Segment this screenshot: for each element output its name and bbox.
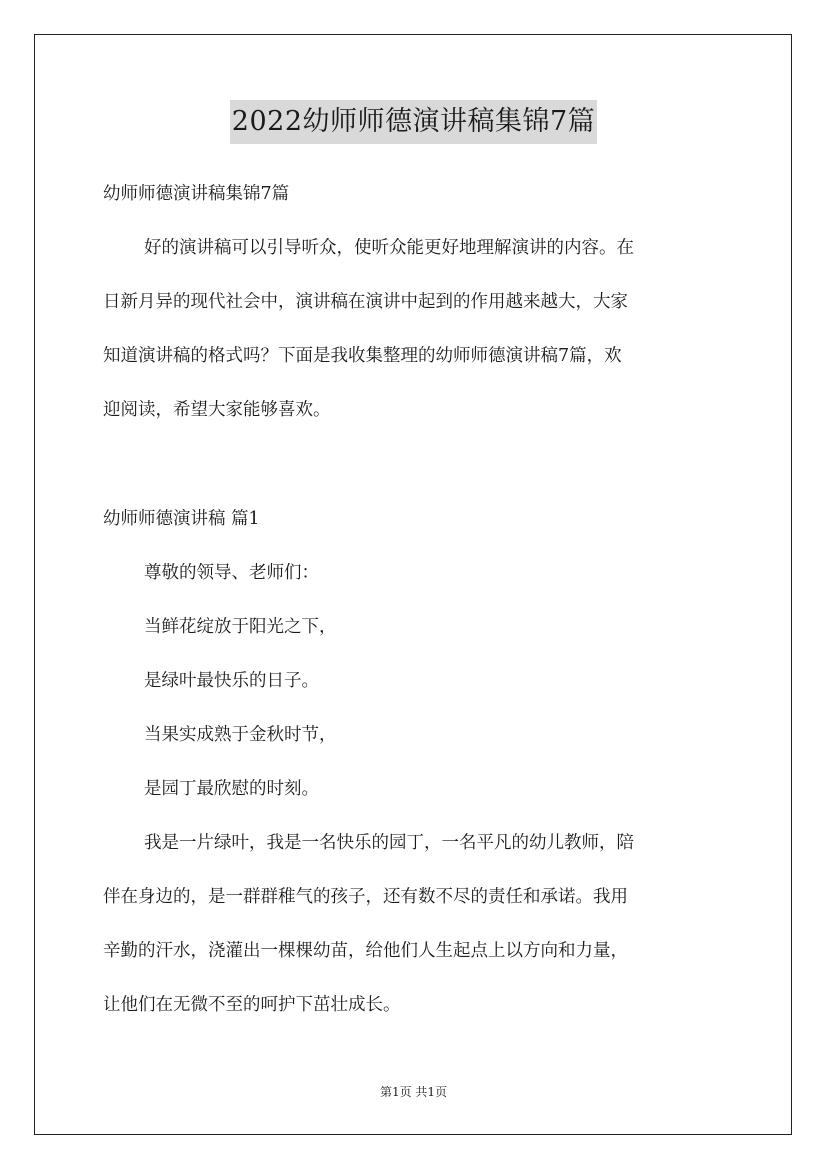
document-subtitle: 幼师师德演讲稿集锦7篇 (103, 184, 290, 204)
intro-line-3: 知道演讲稿的格式吗？下面是我收集整理的幼师师德演讲稿7篇，欢 (103, 346, 622, 366)
body-line-3: 辛勤的汗水，浇灌出一棵棵幼苗，给他们人生起点上以方向和力量， (103, 941, 628, 961)
title-area (0, 100, 827, 144)
intro-line-4: 迎阅读，希望大家能够喜欢。 (103, 400, 331, 420)
intro-line-1: 好的演讲稿可以引导听众，使听众能更好地理解演讲的内容。在 (144, 238, 634, 258)
poem-line-2: 是绿叶最快乐的日子。 (144, 671, 319, 691)
poem-line-4: 是园丁最欣慰的时刻。 (144, 779, 319, 799)
body-line-2: 伴在身边的，是一群群稚气的孩子，还有数不尽的责任和承诺。我用 (103, 887, 628, 907)
page-footer: 第1页 共1页 (379, 1085, 448, 1099)
greeting: 尊敬的领导、老师们： (144, 563, 319, 583)
poem-line-3: 当果实成熟于金秋时节， (144, 725, 337, 745)
document-title: 2022幼师师德演讲稿集锦7篇 (230, 100, 597, 144)
intro-line-2: 日新月异的现代社会中，演讲稿在演讲中起到的作用越来越大，大家 (103, 292, 628, 312)
section-heading: 幼师师德演讲稿 篇1 (103, 509, 260, 529)
poem-line-1: 当鲜花绽放于阳光之下， (144, 617, 337, 637)
body-line-1: 我是一片绿叶，我是一名快乐的园丁，一名平凡的幼儿教师，陪 (144, 833, 634, 853)
body-line-4: 让他们在无微不至的呵护下茁壮成长。 (103, 995, 401, 1015)
